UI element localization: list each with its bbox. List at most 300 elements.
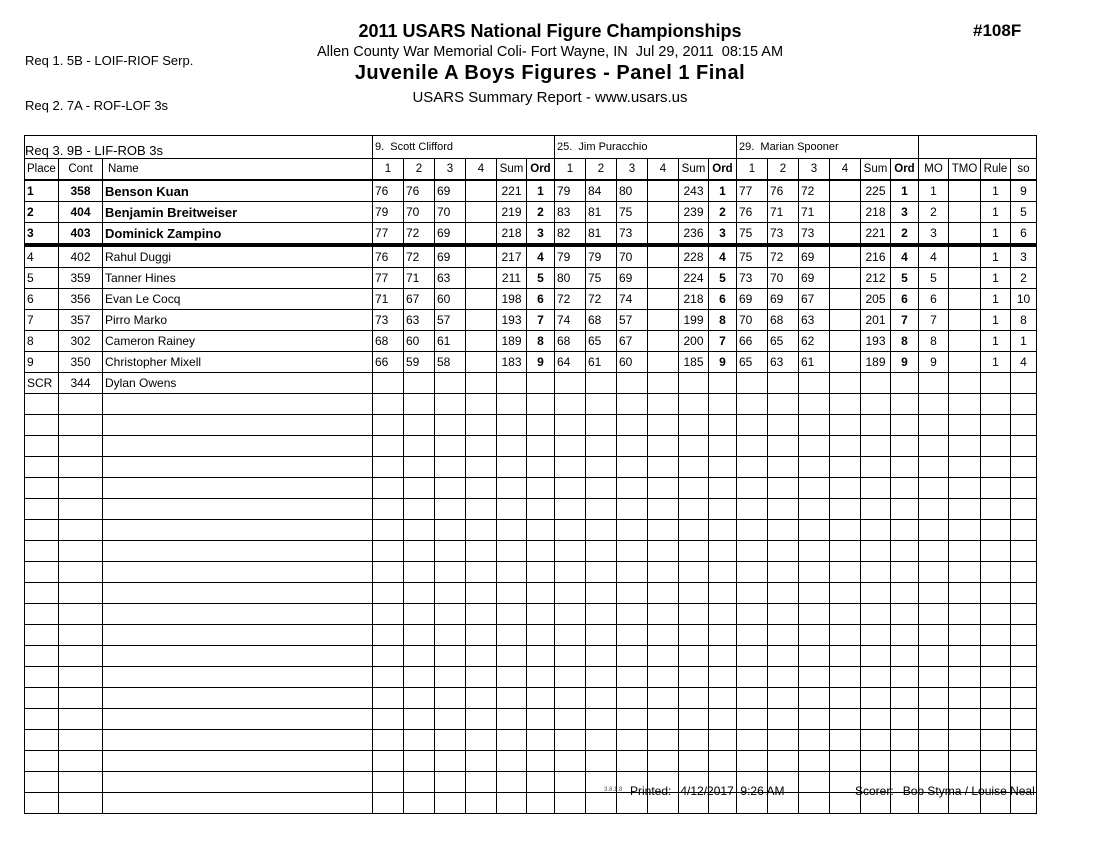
score-cell <box>373 415 404 436</box>
rule-cell <box>981 625 1011 646</box>
score-cell <box>768 478 799 499</box>
score-cell <box>617 709 648 730</box>
cont-cell <box>59 646 103 667</box>
score-cell: 73 <box>373 310 404 331</box>
score-cell <box>435 709 466 730</box>
sum-cell <box>861 562 891 583</box>
cont-cell <box>59 436 103 457</box>
sum-cell <box>861 373 891 394</box>
sum-cell <box>861 394 891 415</box>
name-cell <box>103 520 373 541</box>
sum-cell <box>679 499 709 520</box>
ord-cell: 4 <box>527 245 555 268</box>
ord-cell <box>527 541 555 562</box>
score-cell <box>737 562 768 583</box>
judge2-score1-header: 1 <box>555 159 586 181</box>
so-cell: 9 <box>1011 180 1037 202</box>
score-cell <box>555 751 586 772</box>
tmo-cell <box>949 625 981 646</box>
sum-cell <box>497 436 527 457</box>
score-cell <box>799 751 830 772</box>
mo-cell <box>919 478 949 499</box>
rule-cell <box>981 751 1011 772</box>
empty-row <box>25 457 1037 478</box>
sum-cell <box>679 457 709 478</box>
mo-cell <box>919 436 949 457</box>
sum-cell <box>679 583 709 604</box>
cont-cell <box>59 583 103 604</box>
sum-cell <box>497 562 527 583</box>
name-cell <box>103 793 373 814</box>
score-cell <box>617 646 648 667</box>
ord-cell: 6 <box>709 289 737 310</box>
cont-cell <box>59 499 103 520</box>
table-row <box>25 310 1037 331</box>
score-cell <box>555 562 586 583</box>
empty-row <box>25 604 1037 625</box>
ord-cell <box>891 562 919 583</box>
so-cell <box>1011 583 1037 604</box>
score-cell <box>586 457 617 478</box>
mo-cell <box>919 583 949 604</box>
sum-cell <box>679 436 709 457</box>
score-cell: 70 <box>617 245 648 268</box>
rule-cell <box>981 394 1011 415</box>
so-cell <box>1011 688 1037 709</box>
judge3-score3-header: 3 <box>799 159 830 181</box>
ord-cell: 9 <box>709 352 737 373</box>
rule-cell <box>981 436 1011 457</box>
score-cell <box>830 604 861 625</box>
score-cell <box>799 457 830 478</box>
place-cell: SCR <box>25 373 59 394</box>
sum-cell <box>861 583 891 604</box>
score-cell <box>373 499 404 520</box>
score-cell <box>799 625 830 646</box>
score-cell <box>466 373 497 394</box>
score-cell: 69 <box>617 268 648 289</box>
tmo-cell <box>949 373 981 394</box>
score-cell <box>555 667 586 688</box>
score-cell <box>466 730 497 751</box>
name-cell: Dominick Zampino <box>103 223 373 246</box>
score-cell <box>555 772 586 793</box>
table-row <box>25 245 1037 268</box>
score-cell <box>737 646 768 667</box>
ord-cell <box>527 793 555 814</box>
so-cell <box>1011 394 1037 415</box>
mo-cell <box>919 499 949 520</box>
place-cell <box>25 625 59 646</box>
empty-row <box>25 688 1037 709</box>
name-cell <box>103 751 373 772</box>
sum-cell <box>861 499 891 520</box>
score-cell <box>404 604 435 625</box>
judge3-score1-header: 1 <box>737 159 768 181</box>
score-cell <box>404 520 435 541</box>
score-cell <box>799 730 830 751</box>
score-cell: 77 <box>373 223 404 246</box>
mo-cell <box>919 667 949 688</box>
score-cell: 64 <box>555 352 586 373</box>
score-cell <box>555 793 586 814</box>
score-cell: 82 <box>555 223 586 246</box>
judge2-score2-header: 2 <box>586 159 617 181</box>
ord-cell: 5 <box>527 268 555 289</box>
cont-cell: 402 <box>59 245 103 268</box>
report-title: 2011 USARS National Figure Championships <box>358 21 742 41</box>
mo-cell: 4 <box>919 245 949 268</box>
score-cell <box>799 709 830 730</box>
score-cell: 76 <box>737 202 768 223</box>
ord-cell <box>527 478 555 499</box>
score-cell: 80 <box>555 268 586 289</box>
ord-cell <box>527 520 555 541</box>
tmo-cell <box>949 646 981 667</box>
sum-cell <box>679 646 709 667</box>
name-cell: Rahul Duggi <box>103 245 373 268</box>
score-cell: 70 <box>737 310 768 331</box>
ord-cell: 4 <box>709 245 737 268</box>
sum-cell <box>497 415 527 436</box>
place-cell <box>25 562 59 583</box>
cont-header: Cont <box>59 159 103 181</box>
score-cell <box>586 688 617 709</box>
score-cell <box>586 562 617 583</box>
place-cell <box>25 667 59 688</box>
score-cell <box>768 373 799 394</box>
score-cell <box>555 478 586 499</box>
score-cell <box>648 202 679 223</box>
name-cell <box>103 730 373 751</box>
score-cell <box>555 436 586 457</box>
score-cell <box>586 415 617 436</box>
tmo-cell <box>949 436 981 457</box>
score-cell <box>555 604 586 625</box>
score-cell: 68 <box>586 310 617 331</box>
score-cell <box>648 223 679 246</box>
score-cell <box>737 415 768 436</box>
score-cell: 75 <box>737 245 768 268</box>
ord-cell <box>527 373 555 394</box>
place-cell <box>25 688 59 709</box>
tmo-header: TMO <box>949 159 981 181</box>
score-cell <box>404 373 435 394</box>
score-cell <box>373 583 404 604</box>
sum-cell: 217 <box>497 245 527 268</box>
printed-line <box>630 784 784 798</box>
ord-cell <box>709 415 737 436</box>
table-row <box>25 289 1037 310</box>
rule-cell <box>981 730 1011 751</box>
mo-cell: 7 <box>919 310 949 331</box>
place-cell: 3 <box>25 223 59 246</box>
score-cell <box>648 751 679 772</box>
score-cell: 70 <box>404 202 435 223</box>
score-cell: 72 <box>404 223 435 246</box>
score-cell <box>648 268 679 289</box>
score-cell: 67 <box>404 289 435 310</box>
score-cell: 67 <box>799 289 830 310</box>
place-header: Place <box>25 159 59 181</box>
judge2-ord-header: Ord <box>709 159 737 181</box>
score-cell <box>799 373 830 394</box>
sum-cell: 201 <box>861 310 891 331</box>
score-cell <box>617 478 648 499</box>
rule-cell: 1 <box>981 352 1011 373</box>
score-cell: 81 <box>586 223 617 246</box>
ord-cell <box>891 730 919 751</box>
ord-cell: 4 <box>891 245 919 268</box>
ord-cell <box>891 478 919 499</box>
judge3-score4-header: 4 <box>830 159 861 181</box>
cont-cell <box>59 709 103 730</box>
ord-cell <box>891 688 919 709</box>
score-cell <box>466 520 497 541</box>
cont-cell: 359 <box>59 268 103 289</box>
ord-cell: 8 <box>527 331 555 352</box>
name-cell <box>103 646 373 667</box>
score-cell <box>648 625 679 646</box>
scorer-label: Scorer: <box>855 784 894 798</box>
score-cell <box>373 436 404 457</box>
score-cell: 60 <box>404 331 435 352</box>
score-cell: 63 <box>799 310 830 331</box>
score-cell <box>768 709 799 730</box>
judge3-score2-header: 2 <box>768 159 799 181</box>
sum-cell <box>679 373 709 394</box>
empty-row <box>25 709 1037 730</box>
score-cell: 70 <box>768 268 799 289</box>
score-cell <box>648 604 679 625</box>
sum-cell <box>861 646 891 667</box>
score-cell <box>555 373 586 394</box>
tmo-cell <box>949 331 981 352</box>
empty-row <box>25 667 1037 688</box>
score-cell <box>466 667 497 688</box>
score-cell <box>799 541 830 562</box>
cont-cell: 344 <box>59 373 103 394</box>
score-cell <box>768 625 799 646</box>
sum-cell: 221 <box>861 223 891 246</box>
score-cell <box>373 646 404 667</box>
sum-cell: 189 <box>861 352 891 373</box>
score-cell <box>768 562 799 583</box>
so-cell: 2 <box>1011 268 1037 289</box>
ord-cell: 2 <box>709 202 737 223</box>
mo-header: MO <box>919 159 949 181</box>
sum-cell <box>679 625 709 646</box>
table-row <box>25 202 1037 223</box>
place-cell <box>25 730 59 751</box>
score-cell <box>617 499 648 520</box>
judge1-score4-header: 4 <box>466 159 497 181</box>
score-cell <box>404 583 435 604</box>
ord-cell <box>527 394 555 415</box>
score-cell <box>648 709 679 730</box>
judge-row-right-spacer <box>919 136 1037 159</box>
score-cell <box>404 478 435 499</box>
score-cell: 65 <box>586 331 617 352</box>
ord-cell <box>891 415 919 436</box>
name-cell <box>103 667 373 688</box>
so-cell: 6 <box>1011 223 1037 246</box>
mo-cell <box>919 415 949 436</box>
cont-cell <box>59 478 103 499</box>
sum-cell <box>497 667 527 688</box>
place-cell: 5 <box>25 268 59 289</box>
score-cell: 71 <box>373 289 404 310</box>
sum-cell: 183 <box>497 352 527 373</box>
ord-cell: 7 <box>891 310 919 331</box>
sum-cell <box>861 709 891 730</box>
score-cell <box>373 772 404 793</box>
score-cell: 63 <box>768 352 799 373</box>
venue-date-line: Allen County War Memorial Coli- Fort Wayne, IN Jul 29, 2011 08:15 AM <box>316 44 784 60</box>
score-cell <box>555 415 586 436</box>
place-cell: 4 <box>25 245 59 268</box>
sum-cell: 221 <box>497 180 527 202</box>
score-cell <box>373 394 404 415</box>
ord-cell <box>891 751 919 772</box>
score-cell <box>830 268 861 289</box>
ord-cell <box>527 751 555 772</box>
score-cell <box>737 625 768 646</box>
score-cell: 67 <box>617 331 648 352</box>
ord-cell <box>709 730 737 751</box>
score-cell <box>466 583 497 604</box>
mo-cell <box>919 604 949 625</box>
score-cell <box>768 415 799 436</box>
score-cell <box>617 457 648 478</box>
score-cell <box>617 625 648 646</box>
score-cell <box>466 202 497 223</box>
tmo-cell <box>949 394 981 415</box>
score-cell: 69 <box>768 289 799 310</box>
score-cell <box>648 457 679 478</box>
score-cell <box>830 436 861 457</box>
tmo-cell <box>949 245 981 268</box>
ord-cell <box>709 604 737 625</box>
place-cell <box>25 793 59 814</box>
table-row <box>25 223 1037 246</box>
sum-cell: 239 <box>679 202 709 223</box>
score-cell <box>768 646 799 667</box>
cont-cell <box>59 604 103 625</box>
score-cell <box>404 436 435 457</box>
score-cell <box>617 562 648 583</box>
score-cell <box>373 688 404 709</box>
score-cell <box>830 499 861 520</box>
tmo-cell <box>949 604 981 625</box>
score-cell <box>466 415 497 436</box>
ord-cell <box>527 646 555 667</box>
judge-name-2: 25. Jim Puracchio <box>555 136 737 159</box>
judge1-ord-header: Ord <box>527 159 555 181</box>
sum-cell <box>861 751 891 772</box>
sum-cell <box>497 646 527 667</box>
score-cell <box>404 709 435 730</box>
so-cell <box>1011 499 1037 520</box>
cont-cell: 302 <box>59 331 103 352</box>
score-cell <box>648 562 679 583</box>
ord-cell: 3 <box>891 202 919 223</box>
so-cell <box>1011 751 1037 772</box>
place-cell: 9 <box>25 352 59 373</box>
ord-cell <box>709 394 737 415</box>
score-cell <box>466 436 497 457</box>
score-cell <box>586 709 617 730</box>
score-cell: 59 <box>404 352 435 373</box>
score-cell <box>830 688 861 709</box>
name-cell <box>103 541 373 562</box>
score-cell <box>768 583 799 604</box>
score-cell <box>435 772 466 793</box>
score-cell <box>435 373 466 394</box>
score-cell <box>830 223 861 246</box>
score-cell <box>768 541 799 562</box>
place-cell: 1 <box>25 180 59 202</box>
score-cell <box>648 646 679 667</box>
name-cell: Tanner Hines <box>103 268 373 289</box>
score-cell <box>466 562 497 583</box>
sum-cell: 243 <box>679 180 709 202</box>
results-table-head <box>25 136 1037 181</box>
tmo-cell <box>949 268 981 289</box>
score-cell <box>555 541 586 562</box>
score-cell <box>830 457 861 478</box>
sum-cell <box>679 730 709 751</box>
event-title: Juvenile A Boys Figures - Panel 1 Final <box>354 62 746 84</box>
score-cell <box>617 751 648 772</box>
score-cell: 57 <box>435 310 466 331</box>
tmo-cell <box>949 310 981 331</box>
score-cell: 76 <box>373 245 404 268</box>
score-cell: 66 <box>373 352 404 373</box>
score-cell <box>737 394 768 415</box>
score-cell <box>466 394 497 415</box>
sum-cell: 218 <box>679 289 709 310</box>
ord-cell <box>527 436 555 457</box>
cont-cell <box>59 751 103 772</box>
table-row <box>25 180 1037 202</box>
score-cell <box>466 709 497 730</box>
rule-cell <box>981 646 1011 667</box>
ord-cell <box>891 457 919 478</box>
score-cell <box>617 394 648 415</box>
ord-cell: 3 <box>527 223 555 246</box>
so-cell <box>1011 520 1037 541</box>
sum-cell <box>861 667 891 688</box>
score-cell <box>435 499 466 520</box>
score-cell: 57 <box>617 310 648 331</box>
name-cell <box>103 562 373 583</box>
tmo-cell <box>949 541 981 562</box>
ord-cell: 7 <box>709 331 737 352</box>
score-cell <box>555 499 586 520</box>
rule-cell <box>981 373 1011 394</box>
score-cell <box>435 520 466 541</box>
mo-cell <box>919 394 949 415</box>
score-cell: 79 <box>373 202 404 223</box>
score-cell <box>830 751 861 772</box>
requirement-line-3: Req 3. 9B - LIF-ROB 3s <box>25 143 163 158</box>
tmo-cell <box>949 478 981 499</box>
so-cell <box>1011 541 1037 562</box>
so-cell <box>1011 667 1037 688</box>
mo-cell: 3 <box>919 223 949 246</box>
score-cell: 79 <box>586 245 617 268</box>
